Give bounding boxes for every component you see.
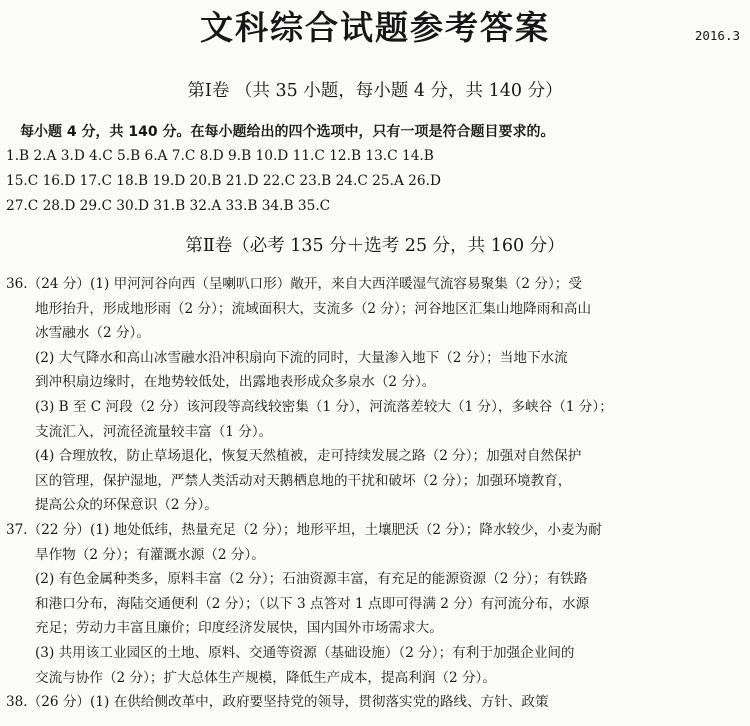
body-line: 38.（26 分）(1) 在供给侧改革中，政府要坚持党的领导，贯彻落实党的路线、方针、政策 <box>6 694 549 711</box>
document-title: 文科综合试题参考答案 <box>200 8 550 47</box>
body-line: 地形抬升，形成地形雨（2 分）；流域面积大，支流多（2 分）；河谷地区汇集山地降雨和高山 <box>35 300 592 317</box>
section2-body <box>6 272 742 715</box>
section1-instruction: 每小题 4 分，共 140 分。在每小题给出的四个选项中，只有一项是符合题目要求的。 <box>20 124 555 140</box>
body-line: (3) 共用该工业园区的土地、原料、交通等资源（基础设施）（2 分）；有利于加强企业间的 <box>35 644 575 661</box>
body-line: 支流汇入，河流径流量较丰富（1 分）。 <box>35 423 273 440</box>
answer-row-3: 27.C 28.D 29.C 30.D 31.B 32.A 33.B 34.B 35.C <box>6 198 331 214</box>
body-line: 和港口分布，海陆交通便利（2 分）；（以下 3 点答对 1 点即可得满 2 分）有河流分布，水源 <box>35 595 590 612</box>
body-line: (4) 合理放牧，防止草场退化，恢复天然植被，走可持续发展之路（2 分）；加强对自然保护 <box>35 448 582 465</box>
body-line: 37.（22 分）(1) 地处低纬，热量充足（2 分）；地形平坦，土壤肥沃（2 分）；降水较少，小麦为耐 <box>6 521 602 538</box>
body-line: (2) 大气降水和高山冰雪融水沿冲积扇向下流的同时，大量渗入地下（2 分）；当地下水流 <box>35 349 568 366</box>
body-line: 旱作物（2 分）；有灌溉水源（2 分）。 <box>35 546 265 563</box>
body-line: 区的管理，保护湿地，严禁人类活动对天鹅栖息地的干扰和破坏（2 分）；加强环境教育， <box>35 472 572 489</box>
body-line: 36.（24 分）(1) 甲河河谷向西（呈喇叭口形）敞开，来自大西洋暖湿气流容易聚集（2 分）；受 <box>6 276 582 292</box>
section1-heading: 第Ⅰ卷 （共 35 小题，每小题 4 分，共 140 分） <box>187 81 563 101</box>
body-line: 充足；劳动力丰富且廉价；印度经济发展快，国内国外市场需求大。 <box>35 620 443 637</box>
document-date: 2016.3 <box>694 28 740 43</box>
body-line: 冰雪融水（2 分）。 <box>35 325 150 342</box>
body-line: (2) 有色金属种类多，原料丰富（2 分）；石油资源丰富，有充足的能源资源（2 分）；有铁路 <box>35 571 588 588</box>
answer-row-1: 1.B 2.A 3.D 4.C 5.B 6.A 7.C 8.D 9.B 10.D 11.C 12.B 13.C 14.B <box>6 148 434 164</box>
answer-row-2: 15.C 16.D 17.C 18.B 19.D 20.B 21.D 22.C 23.B 24.C 25.A 26.D <box>6 173 441 189</box>
section2-heading: 第Ⅱ卷（必考 135 分＋选考 25 分，共 160 分） <box>185 236 565 256</box>
body-line: 提高公众的环保意识（2 分）。 <box>35 497 218 514</box>
body-line: (3) B 至 C 河段（2 分）该河段等高线较密集（1 分），河流落差较大（1 分），多峡谷（1 分）； <box>35 398 613 415</box>
body-line: 交流与协作（2 分）；扩大总体生产规模，降低生产成本，提高利润（2 分）。 <box>35 669 496 686</box>
body-line: 到冲积扇边缘时，在地势较低处，出露地表形成众多泉水（2 分）。 <box>35 374 436 391</box>
